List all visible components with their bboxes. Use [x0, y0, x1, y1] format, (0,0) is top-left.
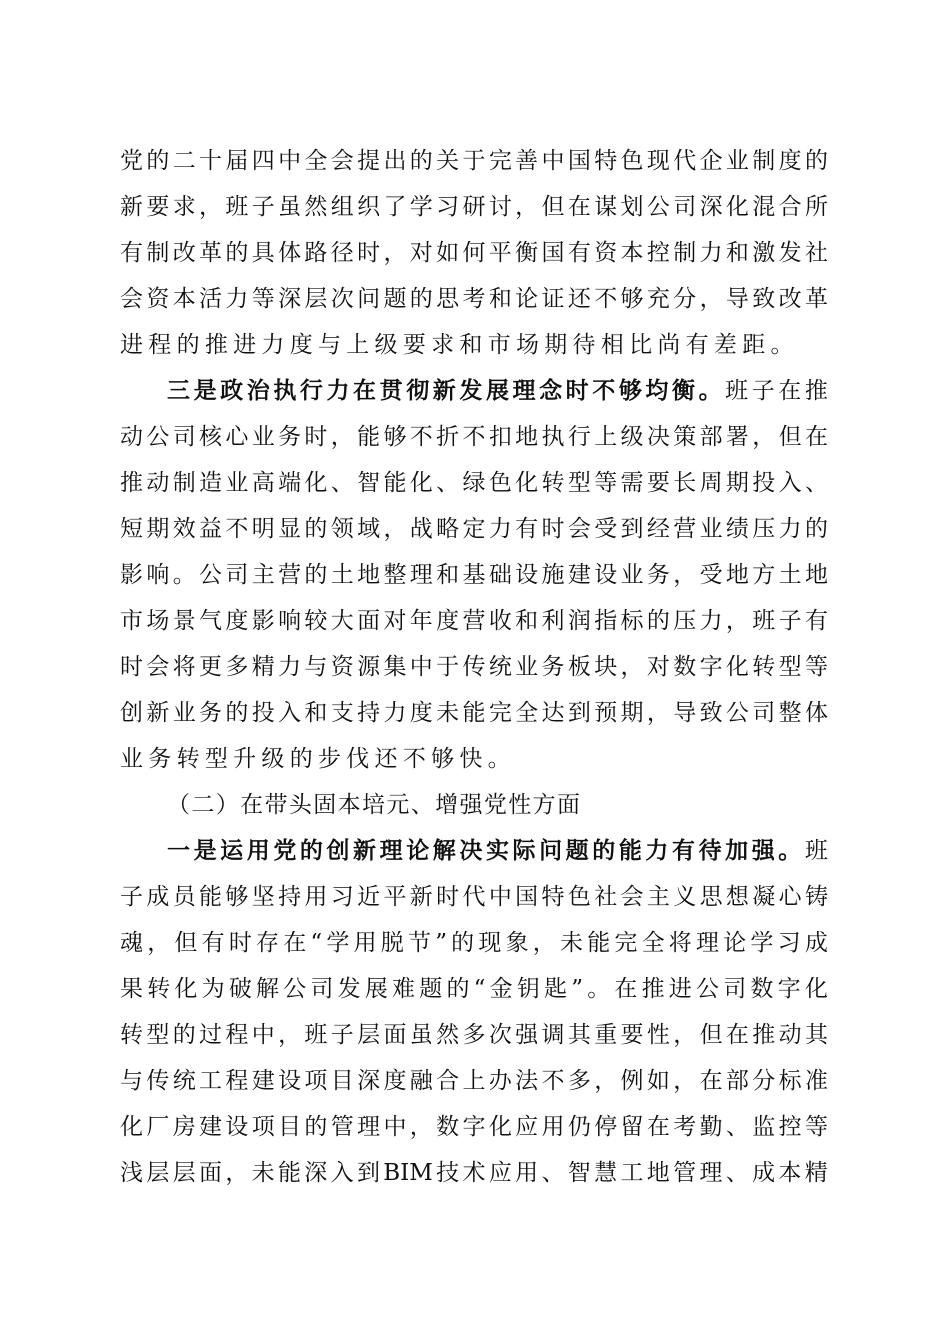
text-line: 推 动 制 造 业 高 端 化 、 智 能 化 、 绿 色 化 转 型 等 需 要 长 周 期 投 入 、 — [120, 470, 828, 496]
text-line: 会 资 本 活 力 等 深 层 次 问 题 的 思 考 和 论 证 还 不 够 充 分 ， 导 致 改 革 — [120, 286, 828, 312]
text-line: 与 传 统 工 程 建 设 项 目 深 度 融 合 上 办 法 不 多 ， 例 如 ， 在 部 分 标 准 — [120, 1068, 828, 1094]
text-line: 转 型 的 过 程 中 ， 班 子 层 面 虽 然 多 次 强 调 其 重 要 性 ， 但 在 推 动 其 — [120, 1022, 828, 1048]
text-line: 子 成 员 能 够 坚 持 用 习 近 平 新 时 代 中 国 特 色 社 会 主 义 思 想 凝 心 铸 — [120, 884, 828, 910]
text-line: 魂 ， 但 有 时 存 在 “ 学 用 脱 节 ” 的 现 象 ， 未 能 完 全 将 理 论 学 习 成 — [120, 930, 828, 956]
text-line: 市 场 景 气 度 影 响 较 大 面 对 年 度 营 收 和 利 润 指 标 的 压 力 ， 班 子 有 — [120, 608, 828, 634]
text-line: 新 要 求 ， 班 子 虽 然 组 织 了 学 习 研 讨 ， 但 在 谋 划 公 司 深 化 混 合 所 — [120, 194, 828, 220]
text-line: 化 厂 房 建 设 项 目 的 管 理 中 ， 数 字 化 应 用 仍 停 留 在 考 勤 、 监 控 等 — [120, 1114, 828, 1140]
text-line: （ 二 ） 在 带 头 固 本 培 元 、 增 强 党 性 方 面 — [167, 792, 580, 818]
text-line: 三 是 政 治 执 行 力 在 贯 彻 新 发 展 理 念 时 不 够 均 衡 。 班 子 在 推 — [167, 377, 828, 404]
text-line: 创 新 业 务 的 投 入 和 支 持 力 度 未 能 完 全 达 到 预 期 ， 导 致 公 司 整 体 — [120, 700, 828, 726]
text-line: 时 会 将 更 多 精 力 与 资 源 集 中 于 传 统 业 务 板 块 ， 对 数 字 化 转 型 等 — [120, 654, 828, 680]
text-line: 党 的 二 十 届 四 中 全 会 提 出 的 关 于 完 善 中 国 特 色 现 代 企 业 制 度 的 — [120, 148, 828, 174]
text-line: 短 期 效 益 不 明 显 的 领 域 ， 战 略 定 力 有 时 会 受 到 经 营 业 绩 压 力 的 — [120, 516, 828, 542]
text-line: 有 制 改 革 的 具 体 路 径 时 ， 对 如 何 平 衡 国 有 资 本 控 制 力 和 激 发 社 — [120, 240, 828, 266]
text-line: 进 程 的 推 进 力 度 与 上 级 要 求 和 市 场 期 待 相 比 尚 有 差 距 。 — [120, 332, 794, 358]
text-line: 影 响 。 公 司 主 营 的 土 地 整 理 和 基 础 设 施 建 设 业 务 ， 受 地 方 土 地 — [120, 562, 828, 588]
text-line: 业 务 转 型 升 级 的 步 伐 还 不 够 快 。 — [120, 746, 511, 772]
text-line: 果 转 化 为 破 解 公 司 发 展 难 题 的 “ 金 钥 匙 ” 。 在 推 进 公 司 数 字 化 — [120, 976, 828, 1002]
text-line: 一 是 运 用 党 的 创 新 理 论 解 决 实 际 问 题 的 能 力 有 待 加 强 。 班 — [167, 837, 828, 864]
text-line: 动 公 司 核 心 业 务 时 ， 能 够 不 折 不 扣 地 执 行 上 级 决 策 部 署 ， 但 在 — [120, 424, 828, 450]
document-body — [120, 138, 828, 1196]
text-line: 浅 层 层 面 ， 未 能 深 入 到 BIM 技 术 应 用 、 智 慧 工 地 管 理 、 成 本 精 — [120, 1160, 828, 1186]
